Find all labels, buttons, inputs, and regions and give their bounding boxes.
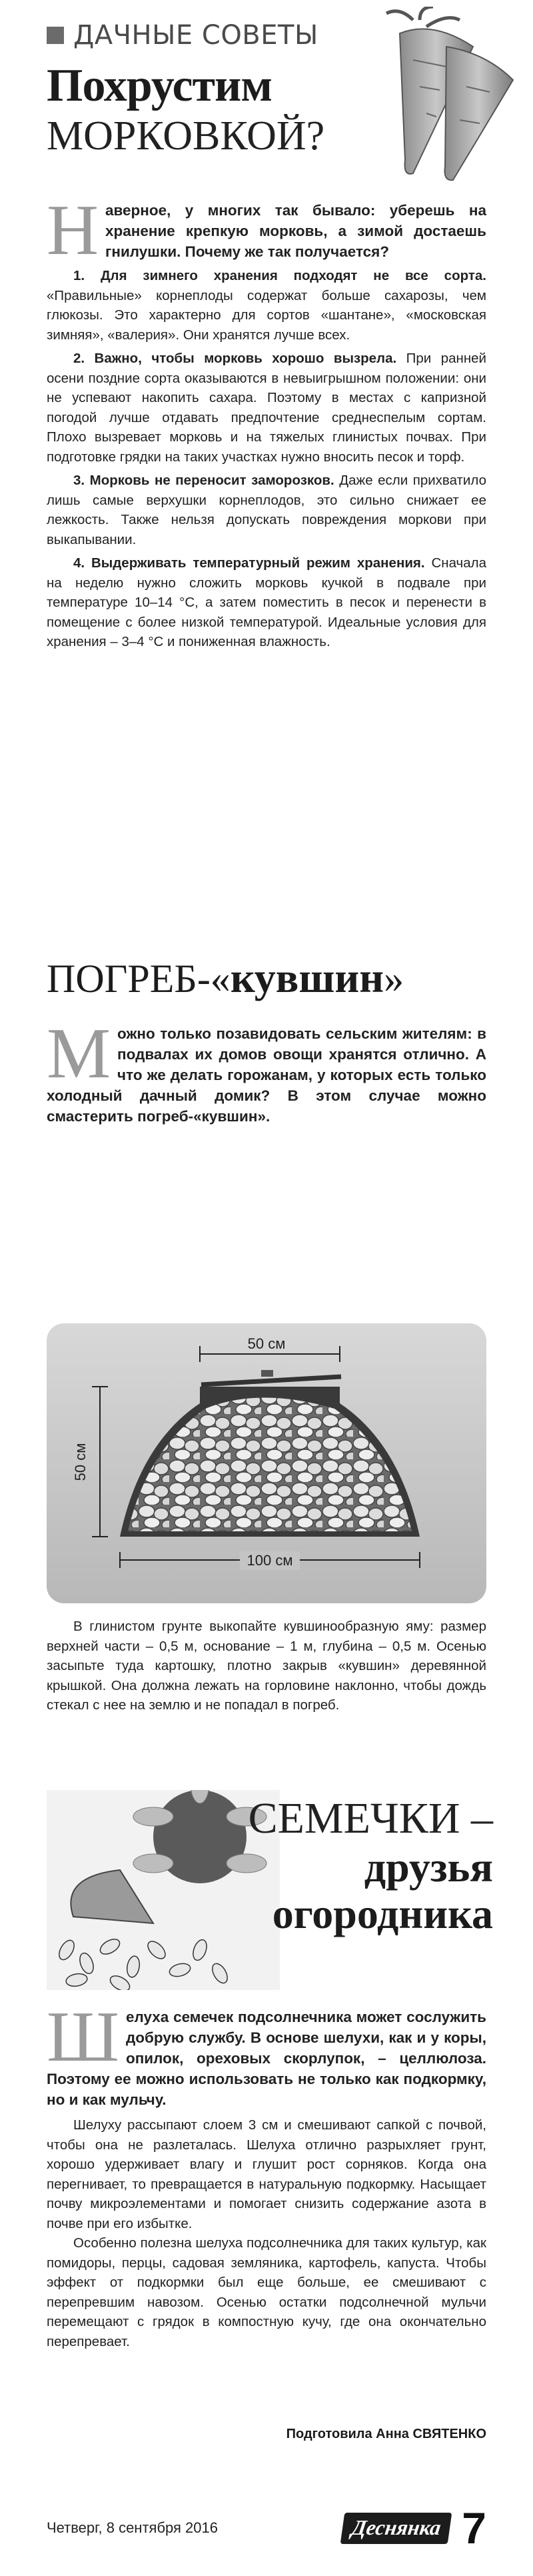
depth-label: 50 см (72, 1443, 89, 1481)
paragraph-2-text: При ранней осени поздние сорта оказываются в невыигрышном положении: они не успевают накопить сахара. Поэтому в местах с капризной погодой лучше отдавать предпочтение среднеспелым сортам. Плохо вызревает морковь и на тяжелых глинистых почвах. При подготовке грядки на таких участках нужно вносить песок и торф. (47, 351, 486, 465)
paragraph-4-text: Сначала на неделю нужно сложить морковь кучкой в подвале при температуре 10–14 °С, а затем поместить в песок и перенести в помещение с более низкой температурой. Идеальные условия для хранения – 3–4 °С и пониженная влажность. (47, 555, 487, 649)
page-footer (47, 2501, 486, 2555)
article-title (47, 60, 420, 160)
paragraph-2 (47, 349, 486, 467)
article-3-lead (47, 1997, 486, 2110)
lead-text: аверное, у многих так бывало: уберешь на хранение крепкую морковь, а зимой достаешь гнилушки. Почему же так получается? (105, 202, 486, 260)
author-name: СВЯТЕНКО (412, 2427, 486, 2441)
newspaper-logo: Деснянка (340, 2513, 452, 2544)
issue-date: Четверг, 8 сентября 2016 (47, 2519, 218, 2536)
paragraph-3-text: Даже если прихватило лишь самые верхушки корнеплодов, это сильно снижает ее лежкость. Также нельзя допускать повреждения моркови при выкапывании. (47, 473, 486, 547)
title-part-bold: кувшин (230, 954, 384, 1001)
footer-right (342, 2503, 486, 2553)
paragraph-3-heading: 3. Морковь не переносит заморозков. (73, 473, 334, 488)
article-2-paragraph: В глинистом грунте выкопайте кувшинообразную яму: размер верхней части – 0,5 м, основание – 1 м, глубина – 0,5 м. Осенью засыпьте туда картошку, плотно закрыв «кувшин» деревянной крышкой. Она должна лежать на горловине наклонно, чтобы дождь стекал с нее на землю и не попадал в погреб. (47, 1619, 486, 1713)
article-3-title (227, 1793, 493, 1937)
author-prefix: Подготовила Анна (286, 2427, 413, 2441)
article-1-lead (47, 191, 486, 270)
cellar-diagram (47, 1323, 486, 1603)
rubric-label: ДАЧНЫЕ СОВЕТЫ (73, 20, 318, 51)
paragraph-1-heading: 1. Для зимнего хранения подходят не все сорта. (73, 268, 486, 283)
paragraph-4 (47, 553, 486, 652)
paragraph-4-heading: 4. Выдерживать температурный режим хранения. (73, 555, 425, 571)
bottom-width-label: 100 см (247, 1552, 293, 1569)
article-3-body (47, 1997, 486, 2351)
title-line-3: огородника (272, 1890, 493, 1937)
drop-cap: М (47, 1014, 111, 1093)
drop-cap: Ш (47, 1997, 119, 2077)
article-2-lead (47, 1014, 486, 1127)
page-number: 7 (462, 2503, 486, 2553)
paragraph-1-text: «Правильные» корнеплоды содержат больше сахарозы, чем глюкозы. Это характерно для сортов «шантане», «московская зимняя», «валерия». Они хранятся лучше всех. (47, 287, 486, 343)
rubric (47, 20, 318, 51)
article-3-paragraph-2: Особенно полезна шелуха подсолнечника для таких культур, как помидоры, перцы, садовая земляника, картофель, капуста. Чтобы эффект от подкормки был еще больше, ее смешивают с перепревшим навозом. Осенью остатки подсолнечной мульчи перемещают с грядок в компостную кучу, где она окончательно перепревает. (47, 2235, 486, 2349)
paragraph-1 (47, 266, 486, 345)
title-line-2: друзья (364, 1843, 493, 1891)
title-part-light: ПОГРЕБ-« (47, 957, 231, 1001)
paragraph-3 (47, 471, 486, 549)
title-line-1: СЕМЕЧКИ – (248, 1794, 493, 1843)
article-2-text (47, 1617, 486, 1715)
title-line-1: Похрустим (47, 60, 272, 111)
title-part-end: » (384, 957, 404, 1001)
title-line-2: МОРКОВКОЙ? (47, 113, 325, 159)
lead-text: ожно только позавидовать сельским жителям: в подвалах их домов овощи хранятся отлично. А что же делать горожанам, у которых есть только холодный дачный домик? В этом случае можно смастерить погреб-«кувшин». (47, 1025, 486, 1125)
top-width-label: 50 см (247, 1335, 286, 1352)
drop-cap: Н (47, 191, 99, 270)
article-3-paragraph-1: Шелуху рассыпают слоем 3 см и смешивают сапкой с почвой, чтобы она не разлеталась. Шелуха отлично разрыхляет грунт, хорошо удерживает влагу и глушит рост сорняков. Когда она перегнивает, то превращается в натуральную подкормку. Насыщает почву микроэлементами и помогает снизить содержание азота в почве при его избытке. (47, 2117, 486, 2231)
paragraph-2-heading: 2. Важно, чтобы морковь хорошо вызрела. (73, 351, 397, 366)
article-2-body (47, 1014, 486, 1127)
rubric-marker (47, 27, 64, 44)
article-1-body (47, 191, 487, 652)
article-2-title (47, 953, 404, 1003)
author-credit (47, 2427, 486, 2442)
lead-text: елуха семечек подсолнечника может сослужить добрую службу. В основе шелухи, как и у коры, опилок, ореховых скорлупок, – целлюлоза. Поэтому ее можно использовать не только как подкормку, но и как мульчу. (47, 2009, 486, 2108)
